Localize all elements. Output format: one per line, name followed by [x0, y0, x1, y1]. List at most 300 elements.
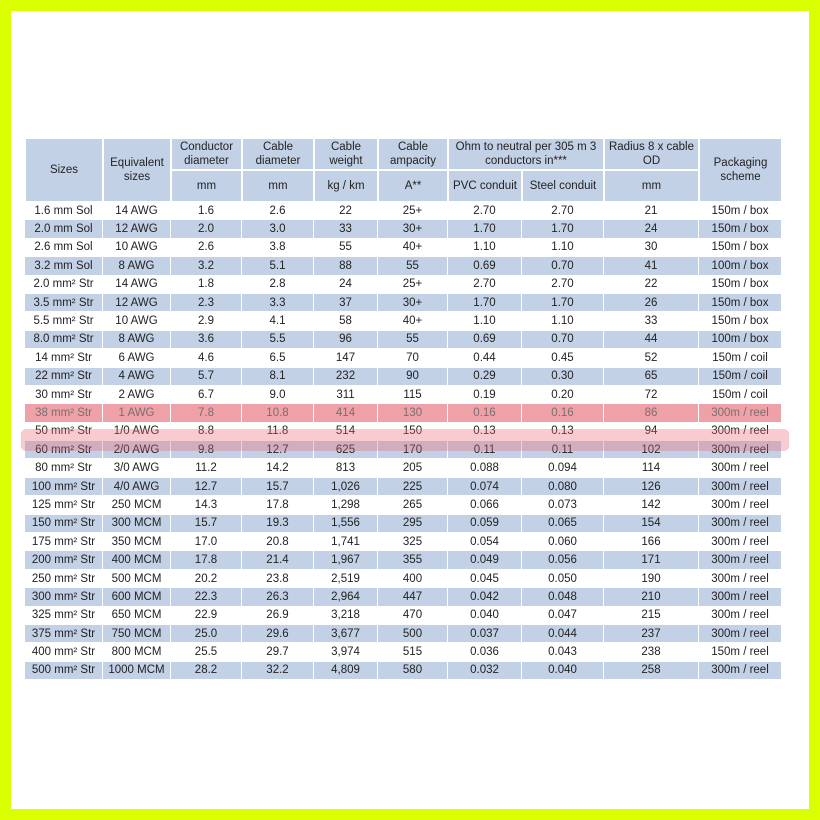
cell-cable-weight: 3,677 [314, 625, 378, 643]
table-row [25, 496, 782, 514]
header-equivalent-sizes: Equivalent sizes [103, 138, 171, 202]
cell-pvc-ohm: 0.69 [448, 257, 522, 275]
cell-cable-weight: 3,218 [314, 607, 378, 625]
cell-size: 150 mm² Str [25, 515, 103, 533]
cell-equivalent: 1/0 AWG [103, 423, 171, 441]
cell-cable-weight: 147 [314, 349, 378, 367]
cell-cable-weight: 625 [314, 441, 378, 459]
cell-cable-diameter: 26.9 [242, 607, 314, 625]
cell-cable-diameter: 15.7 [242, 478, 314, 496]
cell-conductor-diameter: 25.0 [171, 625, 242, 643]
cell-steel-ohm: 2.70 [522, 276, 604, 294]
cell-size: 8.0 mm² Str [25, 331, 103, 349]
cell-packaging: 300m / reel [699, 515, 782, 533]
cell-equivalent: 1 AWG [103, 404, 171, 422]
table-row-highlighted [25, 404, 782, 422]
cell-steel-ohm: 2.70 [522, 202, 604, 220]
cell-cable-weight: 1,741 [314, 533, 378, 551]
cell-pvc-ohm: 0.69 [448, 331, 522, 349]
cell-steel-ohm: 0.080 [522, 478, 604, 496]
cell-packaging: 300m / reel [699, 459, 782, 477]
cell-cable-diameter: 2.8 [242, 276, 314, 294]
cell-cable-diameter: 12.7 [242, 441, 314, 459]
cell-size: 60 mm² Str [25, 441, 103, 459]
cell-cable-weight: 1,967 [314, 551, 378, 569]
cell-radius: 258 [604, 662, 699, 680]
cell-packaging: 150m / coil [699, 386, 782, 404]
cell-conductor-diameter: 11.2 [171, 459, 242, 477]
cell-size: 2.6 mm Sol [25, 239, 103, 257]
cell-equivalent: 12 AWG [103, 294, 171, 312]
cell-cable-diameter: 11.8 [242, 423, 314, 441]
cell-ampacity: 90 [378, 368, 448, 386]
cell-packaging: 150m / box [699, 220, 782, 238]
cell-equivalent: 10 AWG [103, 239, 171, 257]
cell-pvc-ohm: 0.074 [448, 478, 522, 496]
cell-radius: 166 [604, 533, 699, 551]
cell-steel-ohm: 0.043 [522, 643, 604, 661]
cell-conductor-diameter: 9.8 [171, 441, 242, 459]
cell-cable-weight: 1,298 [314, 496, 378, 514]
cell-cable-weight: 813 [314, 459, 378, 477]
table-row [25, 533, 782, 551]
cell-ampacity: 30+ [378, 220, 448, 238]
cell-pvc-ohm: 0.059 [448, 515, 522, 533]
table-row [25, 478, 782, 496]
cell-equivalent: 8 AWG [103, 331, 171, 349]
cell-steel-ohm: 0.073 [522, 496, 604, 514]
cell-conductor-diameter: 2.6 [171, 239, 242, 257]
cell-packaging: 300m / reel [699, 533, 782, 551]
header-sizes: Sizes [25, 138, 103, 202]
table-row [25, 441, 782, 459]
table-row [25, 276, 782, 294]
cell-size: 3.5 mm² Str [25, 294, 103, 312]
cell-ampacity: 265 [378, 496, 448, 514]
table-row [25, 368, 782, 386]
table-row [25, 423, 782, 441]
cell-steel-ohm: 0.45 [522, 349, 604, 367]
cell-size: 22 mm² Str [25, 368, 103, 386]
cell-steel-ohm: 0.16 [522, 404, 604, 422]
cell-pvc-ohm: 0.049 [448, 551, 522, 569]
cell-steel-ohm: 1.70 [522, 220, 604, 238]
cell-radius: 238 [604, 643, 699, 661]
cell-packaging: 150m / coil [699, 349, 782, 367]
cell-pvc-ohm: 1.10 [448, 239, 522, 257]
table-row [25, 294, 782, 312]
cell-pvc-ohm: 0.13 [448, 423, 522, 441]
header-pvc-conduit: PVC conduit [448, 170, 522, 202]
cell-cable-weight: 55 [314, 239, 378, 257]
header-packaging-scheme: Packaging scheme [699, 138, 782, 202]
unit-kg-per-km: kg / km [314, 170, 378, 202]
cell-packaging: 100m / box [699, 257, 782, 275]
cell-cable-weight: 2,519 [314, 570, 378, 588]
cell-radius: 24 [604, 220, 699, 238]
cell-equivalent: 14 AWG [103, 276, 171, 294]
cell-pvc-ohm: 0.11 [448, 441, 522, 459]
cell-ampacity: 170 [378, 441, 448, 459]
cell-radius: 94 [604, 423, 699, 441]
cell-cable-diameter: 3.0 [242, 220, 314, 238]
cell-conductor-diameter: 15.7 [171, 515, 242, 533]
cell-packaging: 150m / box [699, 294, 782, 312]
cell-conductor-diameter: 5.7 [171, 368, 242, 386]
unit-cable-diameter-mm: mm [242, 170, 314, 202]
cell-cable-weight: 3,974 [314, 643, 378, 661]
cell-ampacity: 400 [378, 570, 448, 588]
cell-pvc-ohm: 1.70 [448, 220, 522, 238]
cell-radius: 33 [604, 312, 699, 330]
cell-steel-ohm: 0.11 [522, 441, 604, 459]
cell-ampacity: 500 [378, 625, 448, 643]
table-row [25, 386, 782, 404]
cell-packaging: 300m / reel [699, 551, 782, 569]
cell-packaging: 100m / box [699, 331, 782, 349]
cell-steel-ohm: 0.047 [522, 607, 604, 625]
cell-cable-diameter: 5.1 [242, 257, 314, 275]
cell-ampacity: 580 [378, 662, 448, 680]
cell-steel-ohm: 0.050 [522, 570, 604, 588]
cell-size: 1.6 mm Sol [25, 202, 103, 220]
cell-conductor-diameter: 25.5 [171, 643, 242, 661]
cell-ampacity: 470 [378, 607, 448, 625]
cell-cable-diameter: 32.2 [242, 662, 314, 680]
cell-cable-diameter: 4.1 [242, 312, 314, 330]
cell-cable-weight: 58 [314, 312, 378, 330]
cell-radius: 171 [604, 551, 699, 569]
cell-packaging: 150m / box [699, 276, 782, 294]
header-radius: Radius 8 x cable OD [604, 138, 699, 170]
cell-equivalent: 3/0 AWG [103, 459, 171, 477]
header-conductor-diameter: Conductor diameter [171, 138, 242, 170]
cell-radius: 26 [604, 294, 699, 312]
cell-cable-weight: 1,556 [314, 515, 378, 533]
cell-steel-ohm: 0.048 [522, 588, 604, 606]
cell-radius: 44 [604, 331, 699, 349]
cell-conductor-diameter: 17.8 [171, 551, 242, 569]
cell-steel-ohm: 0.70 [522, 257, 604, 275]
cell-size: 250 mm² Str [25, 570, 103, 588]
cell-size: 14 mm² Str [25, 349, 103, 367]
table-row [25, 625, 782, 643]
cell-size: 2.0 mm Sol [25, 220, 103, 238]
cell-cable-diameter: 21.4 [242, 551, 314, 569]
cell-pvc-ohm: 0.19 [448, 386, 522, 404]
cell-pvc-ohm: 0.054 [448, 533, 522, 551]
cell-radius: 86 [604, 404, 699, 422]
cell-equivalent: 800 MCM [103, 643, 171, 661]
cell-equivalent: 10 AWG [103, 312, 171, 330]
cell-radius: 154 [604, 515, 699, 533]
cell-radius: 65 [604, 368, 699, 386]
cell-pvc-ohm: 0.042 [448, 588, 522, 606]
cell-radius: 22 [604, 276, 699, 294]
cell-radius: 215 [604, 607, 699, 625]
cell-steel-ohm: 0.13 [522, 423, 604, 441]
cell-pvc-ohm: 2.70 [448, 202, 522, 220]
cell-pvc-ohm: 0.088 [448, 459, 522, 477]
cell-conductor-diameter: 6.7 [171, 386, 242, 404]
cell-packaging: 300m / reel [699, 625, 782, 643]
header-steel-conduit: Steel conduit [522, 170, 604, 202]
cell-packaging: 300m / reel [699, 588, 782, 606]
cell-equivalent: 250 MCM [103, 496, 171, 514]
cell-steel-ohm: 0.30 [522, 368, 604, 386]
cell-ampacity: 40+ [378, 312, 448, 330]
cell-packaging: 150m / box [699, 239, 782, 257]
cell-cable-weight: 88 [314, 257, 378, 275]
cell-cable-diameter: 20.8 [242, 533, 314, 551]
cell-ampacity: 25+ [378, 202, 448, 220]
cell-equivalent: 500 MCM [103, 570, 171, 588]
table-row [25, 312, 782, 330]
cell-cable-diameter: 6.5 [242, 349, 314, 367]
cell-equivalent: 4/0 AWG [103, 478, 171, 496]
cell-ampacity: 25+ [378, 276, 448, 294]
cell-size: 38 mm² Str [25, 404, 103, 422]
table-row [25, 331, 782, 349]
cell-equivalent: 300 MCM [103, 515, 171, 533]
cell-pvc-ohm: 0.045 [448, 570, 522, 588]
cell-conductor-diameter: 12.7 [171, 478, 242, 496]
cell-ampacity: 40+ [378, 239, 448, 257]
table-row [25, 257, 782, 275]
cell-ampacity: 130 [378, 404, 448, 422]
cell-ampacity: 447 [378, 588, 448, 606]
table-body [25, 202, 782, 680]
cell-size: 50 mm² Str [25, 423, 103, 441]
cell-cable-diameter: 10.8 [242, 404, 314, 422]
cell-radius: 114 [604, 459, 699, 477]
cell-radius: 72 [604, 386, 699, 404]
cell-pvc-ohm: 0.037 [448, 625, 522, 643]
cell-equivalent: 4 AWG [103, 368, 171, 386]
cell-conductor-diameter: 22.9 [171, 607, 242, 625]
cell-ampacity: 325 [378, 533, 448, 551]
cell-size: 80 mm² Str [25, 459, 103, 477]
cell-steel-ohm: 0.20 [522, 386, 604, 404]
cell-equivalent: 350 MCM [103, 533, 171, 551]
cell-ampacity: 30+ [378, 294, 448, 312]
cell-conductor-diameter: 8.8 [171, 423, 242, 441]
page [11, 11, 809, 809]
cell-steel-ohm: 1.70 [522, 294, 604, 312]
cell-ampacity: 115 [378, 386, 448, 404]
cell-size: 2.0 mm² Str [25, 276, 103, 294]
cell-conductor-diameter: 1.8 [171, 276, 242, 294]
cell-steel-ohm: 0.044 [522, 625, 604, 643]
cell-equivalent: 14 AWG [103, 202, 171, 220]
cell-packaging: 150m / coil [699, 368, 782, 386]
cell-conductor-diameter: 2.9 [171, 312, 242, 330]
cell-size: 200 mm² Str [25, 551, 103, 569]
cell-conductor-diameter: 2.3 [171, 294, 242, 312]
cell-cable-weight: 37 [314, 294, 378, 312]
cell-packaging: 150m / reel [699, 643, 782, 661]
cell-cable-weight: 1,026 [314, 478, 378, 496]
cell-radius: 102 [604, 441, 699, 459]
cell-size: 300 mm² Str [25, 588, 103, 606]
cell-radius: 21 [604, 202, 699, 220]
cell-size: 3.2 mm Sol [25, 257, 103, 275]
cell-size: 400 mm² Str [25, 643, 103, 661]
cell-cable-weight: 414 [314, 404, 378, 422]
cell-packaging: 300m / reel [699, 478, 782, 496]
cell-radius: 126 [604, 478, 699, 496]
cell-radius: 210 [604, 588, 699, 606]
cell-ampacity: 55 [378, 257, 448, 275]
cell-equivalent: 6 AWG [103, 349, 171, 367]
cell-cable-weight: 4,809 [314, 662, 378, 680]
cell-packaging: 150m / box [699, 202, 782, 220]
cell-equivalent: 2/0 AWG [103, 441, 171, 459]
cell-conductor-diameter: 1.6 [171, 202, 242, 220]
cell-conductor-diameter: 3.2 [171, 257, 242, 275]
cell-cable-weight: 96 [314, 331, 378, 349]
cell-pvc-ohm: 0.066 [448, 496, 522, 514]
cell-cable-weight: 311 [314, 386, 378, 404]
cell-cable-diameter: 3.3 [242, 294, 314, 312]
cell-size: 125 mm² Str [25, 496, 103, 514]
cell-equivalent: 600 MCM [103, 588, 171, 606]
header-cable-diameter: Cable diameter [242, 138, 314, 170]
cell-cable-weight: 232 [314, 368, 378, 386]
cell-steel-ohm: 0.060 [522, 533, 604, 551]
table-row [25, 239, 782, 257]
cell-steel-ohm: 0.065 [522, 515, 604, 533]
cell-steel-ohm: 1.10 [522, 312, 604, 330]
cell-conductor-diameter: 22.3 [171, 588, 242, 606]
cell-ampacity: 150 [378, 423, 448, 441]
table-row [25, 607, 782, 625]
cell-packaging: 300m / reel [699, 404, 782, 422]
table-row [25, 551, 782, 569]
cell-size: 175 mm² Str [25, 533, 103, 551]
cell-pvc-ohm: 1.70 [448, 294, 522, 312]
cell-equivalent: 750 MCM [103, 625, 171, 643]
cell-pvc-ohm: 2.70 [448, 276, 522, 294]
cell-size: 500 mm² Str [25, 662, 103, 680]
cell-steel-ohm: 0.70 [522, 331, 604, 349]
cell-pvc-ohm: 1.10 [448, 312, 522, 330]
cell-radius: 142 [604, 496, 699, 514]
cell-cable-diameter: 9.0 [242, 386, 314, 404]
cell-cable-diameter: 3.8 [242, 239, 314, 257]
cable-spec-table [25, 138, 782, 680]
cell-size: 375 mm² Str [25, 625, 103, 643]
cell-steel-ohm: 0.094 [522, 459, 604, 477]
table-row [25, 220, 782, 238]
cell-cable-diameter: 29.7 [242, 643, 314, 661]
cell-conductor-diameter: 20.2 [171, 570, 242, 588]
cell-pvc-ohm: 0.29 [448, 368, 522, 386]
cell-packaging: 300m / reel [699, 441, 782, 459]
cell-ampacity: 205 [378, 459, 448, 477]
header-cable-weight: Cable weight [314, 138, 378, 170]
cell-cable-weight: 22 [314, 202, 378, 220]
cell-equivalent: 400 MCM [103, 551, 171, 569]
cell-size: 5.5 mm² Str [25, 312, 103, 330]
unit-conductor-mm: mm [171, 170, 242, 202]
cell-cable-weight: 24 [314, 276, 378, 294]
cell-pvc-ohm: 0.032 [448, 662, 522, 680]
cell-ampacity: 295 [378, 515, 448, 533]
cell-conductor-diameter: 14.3 [171, 496, 242, 514]
unit-ampere: A** [378, 170, 448, 202]
table-row [25, 202, 782, 220]
cell-cable-diameter: 23.8 [242, 570, 314, 588]
cell-radius: 190 [604, 570, 699, 588]
cell-steel-ohm: 0.040 [522, 662, 604, 680]
cell-cable-diameter: 17.8 [242, 496, 314, 514]
cell-conductor-diameter: 7.8 [171, 404, 242, 422]
cell-ampacity: 225 [378, 478, 448, 496]
cell-packaging: 300m / reel [699, 607, 782, 625]
cell-ampacity: 55 [378, 331, 448, 349]
cell-ampacity: 70 [378, 349, 448, 367]
cell-cable-weight: 514 [314, 423, 378, 441]
table-row [25, 459, 782, 477]
cell-packaging: 150m / box [699, 312, 782, 330]
cell-equivalent: 8 AWG [103, 257, 171, 275]
cell-packaging: 300m / reel [699, 423, 782, 441]
table-row [25, 349, 782, 367]
cell-radius: 30 [604, 239, 699, 257]
cell-equivalent: 1000 MCM [103, 662, 171, 680]
cell-cable-diameter: 8.1 [242, 368, 314, 386]
cell-packaging: 300m / reel [699, 570, 782, 588]
unit-radius-mm: mm [604, 170, 699, 202]
cell-packaging: 300m / reel [699, 496, 782, 514]
cell-packaging: 300m / reel [699, 662, 782, 680]
cell-radius: 52 [604, 349, 699, 367]
cell-cable-weight: 33 [314, 220, 378, 238]
header-ohm-to-neutral: Ohm to neutral per 305 m 3 conductors in*** [448, 138, 604, 170]
cell-size: 100 mm² Str [25, 478, 103, 496]
cell-equivalent: 2 AWG [103, 386, 171, 404]
cell-cable-diameter: 14.2 [242, 459, 314, 477]
table-row [25, 643, 782, 661]
cell-size: 30 mm² Str [25, 386, 103, 404]
table-row [25, 515, 782, 533]
cell-steel-ohm: 0.056 [522, 551, 604, 569]
cell-steel-ohm: 1.10 [522, 239, 604, 257]
cell-equivalent: 650 MCM [103, 607, 171, 625]
cell-cable-diameter: 19.3 [242, 515, 314, 533]
cell-cable-diameter: 2.6 [242, 202, 314, 220]
cell-conductor-diameter: 4.6 [171, 349, 242, 367]
cell-conductor-diameter: 17.0 [171, 533, 242, 551]
cell-cable-diameter: 5.5 [242, 331, 314, 349]
cell-conductor-diameter: 2.0 [171, 220, 242, 238]
cell-radius: 237 [604, 625, 699, 643]
table-row [25, 588, 782, 606]
cell-radius: 41 [604, 257, 699, 275]
table-row [25, 662, 782, 680]
cell-cable-weight: 2,964 [314, 588, 378, 606]
cell-pvc-ohm: 0.16 [448, 404, 522, 422]
cell-ampacity: 515 [378, 643, 448, 661]
cell-pvc-ohm: 0.44 [448, 349, 522, 367]
cell-equivalent: 12 AWG [103, 220, 171, 238]
cell-cable-diameter: 26.3 [242, 588, 314, 606]
cell-pvc-ohm: 0.036 [448, 643, 522, 661]
cell-cable-diameter: 29.6 [242, 625, 314, 643]
cell-size: 325 mm² Str [25, 607, 103, 625]
cell-conductor-diameter: 28.2 [171, 662, 242, 680]
